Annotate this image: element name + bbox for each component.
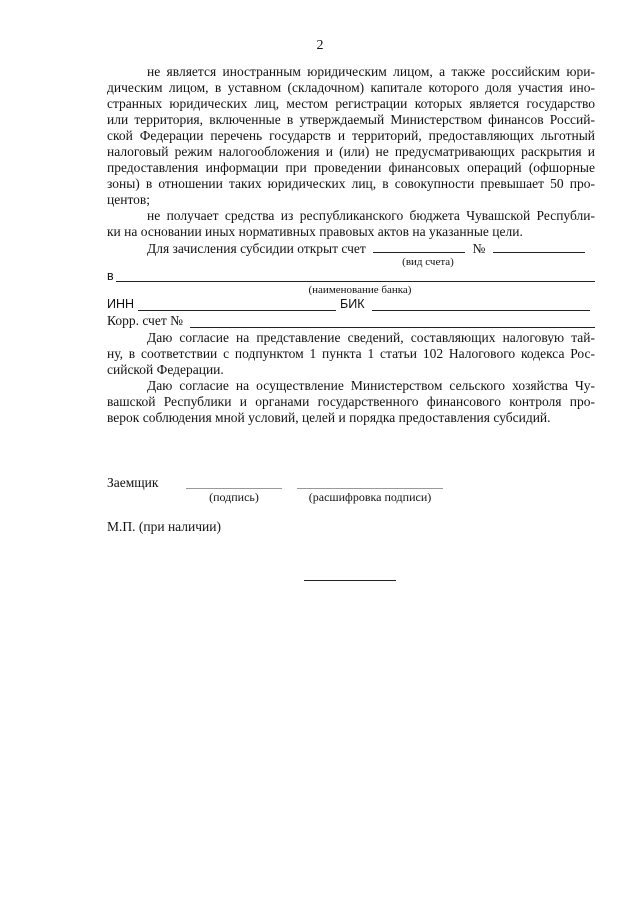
paragraph-line: центов; bbox=[107, 192, 151, 207]
consent-line: сийской Федерации. bbox=[107, 362, 224, 377]
paragraph-line: зоны) в отношении таких юридических лиц, в совокупности превышает 50 про- bbox=[107, 176, 595, 191]
inn-label: ИНН bbox=[107, 297, 135, 311]
account-line bbox=[147, 240, 597, 257]
consent-line: ну, в соответствии с подпунктом 1 пункта 1 статьи 102 Налогового кодекса Рос- bbox=[107, 346, 595, 361]
signature-decode-field[interactable] bbox=[297, 488, 443, 489]
corr-account-field[interactable] bbox=[190, 327, 595, 328]
consent-line: вашской Республики и органами государственного финансового контроля про- bbox=[107, 394, 595, 409]
paragraph-line: налоговый режим налогообложения и (или) не предусматривающих раскрытия и bbox=[107, 144, 595, 159]
bank-in-label: в bbox=[107, 269, 114, 283]
signature-field[interactable] bbox=[186, 488, 282, 489]
account-type-field[interactable] bbox=[373, 240, 465, 253]
consent-line: Даю согласие на осуществление Министерством сельского хозяйства Чу- bbox=[147, 378, 595, 393]
paragraph-line: или территория, включенные в утверждаемый Министерством финансов Россий- bbox=[107, 112, 595, 127]
corr-account-label: Корр. счет № bbox=[107, 313, 183, 328]
bik-label: БИК bbox=[340, 297, 365, 311]
paragraph-line: дическим лицом, в уставном (складочном) капитале которого доля участия ино- bbox=[107, 80, 595, 95]
decode-caption: (расшифровка подписи) bbox=[308, 490, 432, 504]
paragraph-line: ки на основании иных нормативных правовых актов на указанные цели. bbox=[107, 224, 523, 239]
account-number-field[interactable] bbox=[493, 240, 585, 253]
paragraph-line: предоставления информации при проведении финансовых операций (офшорные bbox=[107, 160, 595, 175]
account-type-caption: (вид счета) bbox=[402, 256, 454, 268]
paragraph-line: странных юридических лиц, местом регистрации которых является государство bbox=[107, 96, 595, 111]
paragraph-line: не является иностранным юридическим лицом, а также российским юри- bbox=[147, 64, 595, 79]
bank-name-field[interactable] bbox=[116, 281, 595, 282]
paragraph-line: не получает средства из республиканского бюджета Чувашской Республи- bbox=[147, 208, 595, 223]
borrower-label: Заемщик bbox=[107, 475, 159, 490]
paragraph-line: ской Федерации перечень государств и территорий, предоставляющих льготный bbox=[107, 128, 595, 143]
account-text: Для зачисления субсидии открыт счет bbox=[147, 241, 366, 256]
page-number: 2 bbox=[316, 38, 324, 53]
signature-caption: (подпись) bbox=[209, 490, 259, 504]
account-number-sign: № bbox=[472, 241, 486, 256]
bank-name-caption: (наименование банка) bbox=[308, 284, 412, 296]
stamp-label: М.П. (при наличии) bbox=[107, 519, 221, 534]
inn-field[interactable] bbox=[138, 310, 336, 311]
consent-line: верок соблюдения мной условий, целей и порядка предоставления субсидий. bbox=[107, 410, 551, 425]
closing-separator bbox=[304, 580, 396, 581]
consent-line: Даю согласие на представление сведений, составляющих налоговую тай- bbox=[147, 330, 595, 345]
bik-field[interactable] bbox=[372, 310, 590, 311]
